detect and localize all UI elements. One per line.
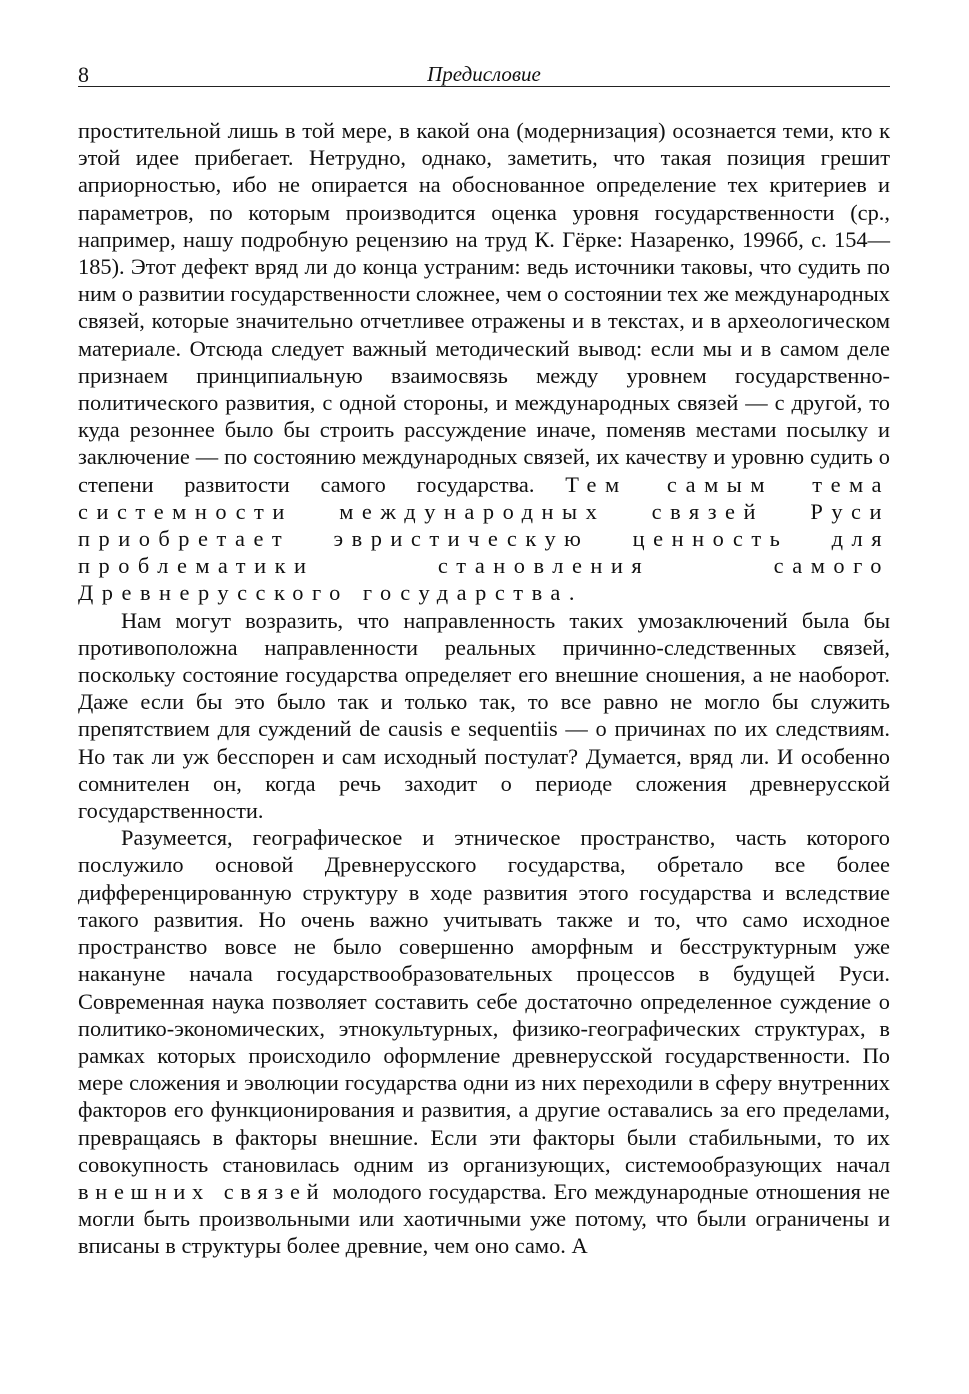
paragraph-3-text: Разумеется, географическое и этническое пространство, часть которого послужило основой Древнерусского государства, обретало все более дифференцированную структуру в ходе развития этого государства и вследствие такого развития. Но очень важно учитывать также и то, что само исходное пространство вовсе не было совершенно аморфным и бесструктурным уже накануне начала государствообразовательных процессов в будущей Руси. Современная наука позволяет составить себе достаточно определенное суждение о политико-экономических, этнокультурных, физико-географических структурах, в рамках которых происходило оформление древнерусской государственности. По мере сложения и эволюции государства одни из них переходили в сферу внутренних факторов его функционирования и развития, а другие оставались за его пределами, превращаясь в факторы внешние. Если эти факторы были стабильными, то их совокупность становилась одним из организующих, системообразующих начал	[78, 825, 890, 1177]
running-head-title: Предисловие	[427, 62, 541, 86]
paragraph-3	[78, 824, 890, 1259]
paragraph-3-text-end: молодого государства. Его международные отношения не могли быть произвольными или хаотичными уже потому, что были ограничены и вписаны в структуры более древние, чем оно само. А	[78, 1178, 890, 1259]
paragraph-1-text: простительной лишь в той мере, в какой она (модернизация) осознается теми, кто к этой идее прибегает. Нетрудно, однако, заметить, что такая позиция грешит априорностью, ибо не опирается на обоснованное определение тех критериев и параметров, по которым производится оценка уровня государственности (ср., например, нашу подробную рецензию на труд К. Гёрке: Назаренко, 1996б, с. 154—185). Этот дефект вряд ли до конца устраним: ведь источники таковы, что судить по ним о развитии государственности сложнее, чем о состоянии тех же международных связей, которые значительно отчетливее отражены и в текстах, и в археологическом материале. Отсюда следует важный методический вывод: если мы и в самом деле признаем принципиальную взаимосвязь между уровнем государственно-политического развития, с одной стороны, и международных связей — с другой, то куда резоннее было бы строить рассуждение иначе, поменяв местами посылку и заключение — по состоянию международных связей, их качеству и уровню судить о степени развитости самого государства.	[78, 118, 890, 497]
book-page	[78, 52, 890, 1260]
spaced-emphasis: Тем самым тема системности международных связей Руси приобретает эвристическую ценность для проблематики становления самого Древнерусского государства	[78, 471, 890, 606]
paragraph-continuation	[78, 117, 890, 607]
page-number: 8	[78, 62, 89, 87]
spaced-emphasis-2: внешних связей	[78, 1178, 326, 1204]
paragraph-2: Нам могут возразить, что направленность таких умозаключений была бы противоположна направленности реальных причинно-следственных связей, поскольку состояние государства определяет его внешние сношения, а не наоборот. Даже если бы это было так и только так, то все равно не могло бы служить препятствием для суждений de causis e sequentiis — о причинах по их следствиям. Но так ли уж бесспорен и сам исходный постулат? Думается, вряд ли. И особенно сомнителен он, когда речь заходит о периоде сложения древнерусской государственности.	[78, 607, 890, 824]
running-head	[78, 52, 890, 87]
paragraph-1-end: .	[568, 580, 575, 606]
body-text	[78, 117, 890, 1260]
